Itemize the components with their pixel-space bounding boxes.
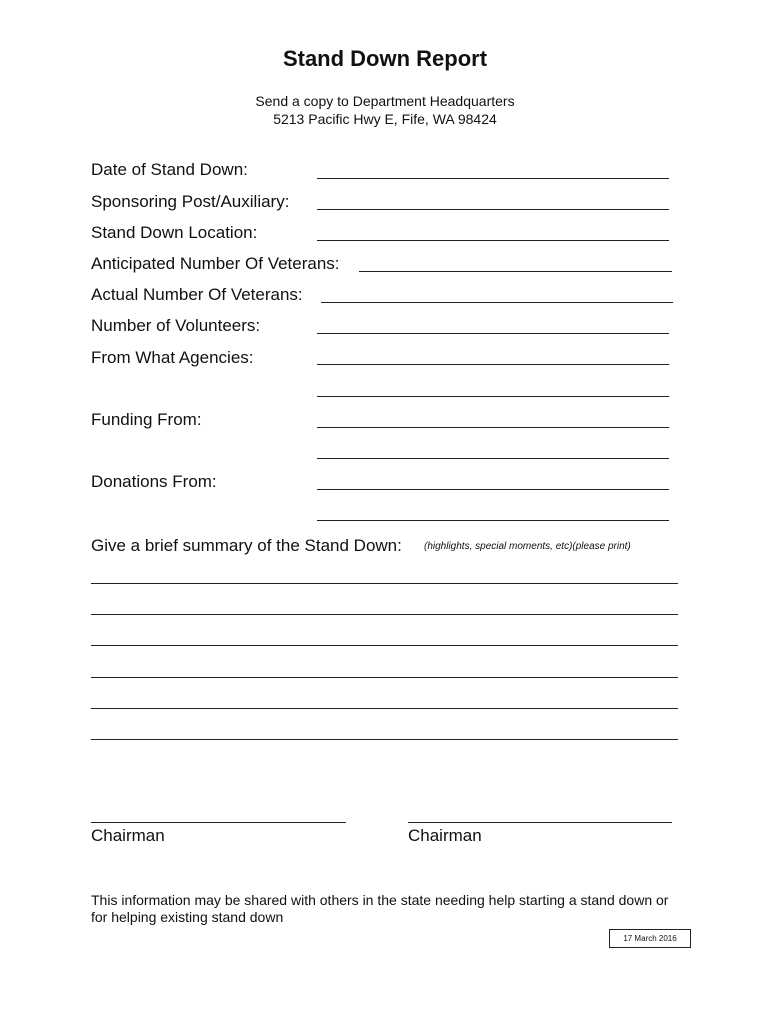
donations-line-1[interactable] — [317, 489, 669, 490]
summary-line-3[interactable] — [91, 645, 678, 646]
donations-from-label: Donations From: — [91, 472, 217, 491]
from-what-agencies-label: From What Agencies: — [91, 348, 254, 367]
hq-address: 5213 Pacific Hwy E, Fife, WA 98424 — [273, 111, 497, 127]
summary-prompt: Give a brief summary of the Stand Down: — [91, 536, 402, 555]
chairman-signature-line-left[interactable] — [91, 822, 346, 823]
date-of-stand-down-line[interactable] — [317, 178, 669, 179]
actual-veterans-label: Actual Number Of Veterans: — [91, 285, 303, 304]
stand-down-location-label: Stand Down Location: — [91, 223, 258, 242]
agencies-line-2[interactable] — [317, 396, 669, 397]
anticipated-veterans-line[interactable] — [359, 271, 672, 272]
funding-line-1[interactable] — [317, 427, 669, 428]
summary-line-6[interactable] — [91, 739, 678, 740]
stand-down-location-line[interactable] — [317, 240, 669, 241]
page-title: Stand Down Report — [282, 46, 488, 71]
date-stamp: 17 March 2016 — [609, 929, 691, 948]
agencies-line-1[interactable] — [317, 364, 669, 365]
summary-line-5[interactable] — [91, 708, 678, 709]
summary-line-2[interactable] — [91, 614, 678, 615]
send-instruction: Send a copy to Department Headquarters — [255, 93, 515, 109]
number-of-volunteers-label: Number of Volunteers: — [91, 316, 261, 335]
date-of-stand-down-label: Date of Stand Down: — [91, 160, 248, 179]
actual-veterans-line[interactable] — [321, 302, 673, 303]
chairman-label-left: Chairman — [91, 826, 165, 845]
anticipated-veterans-label: Anticipated Number Of Veterans: — [91, 254, 340, 273]
donations-line-2[interactable] — [317, 520, 669, 521]
funding-line-2[interactable] — [317, 458, 669, 459]
summary-line-1[interactable] — [91, 583, 678, 584]
number-of-volunteers-line[interactable] — [317, 333, 669, 334]
sponsoring-post-label: Sponsoring Post/Auxiliary: — [91, 192, 290, 211]
sharing-notice: This information may be shared with others in the state needing help starting a stand down or for helping existing stand down — [91, 892, 669, 925]
sponsoring-post-line[interactable] — [317, 209, 669, 210]
summary-hint: (highlights, special moments, etc)(please print) — [424, 541, 631, 552]
chairman-signature-line-right[interactable] — [408, 822, 672, 823]
chairman-label-right: Chairman — [408, 826, 482, 845]
summary-line-4[interactable] — [91, 677, 678, 678]
funding-from-label: Funding From: — [91, 410, 202, 429]
